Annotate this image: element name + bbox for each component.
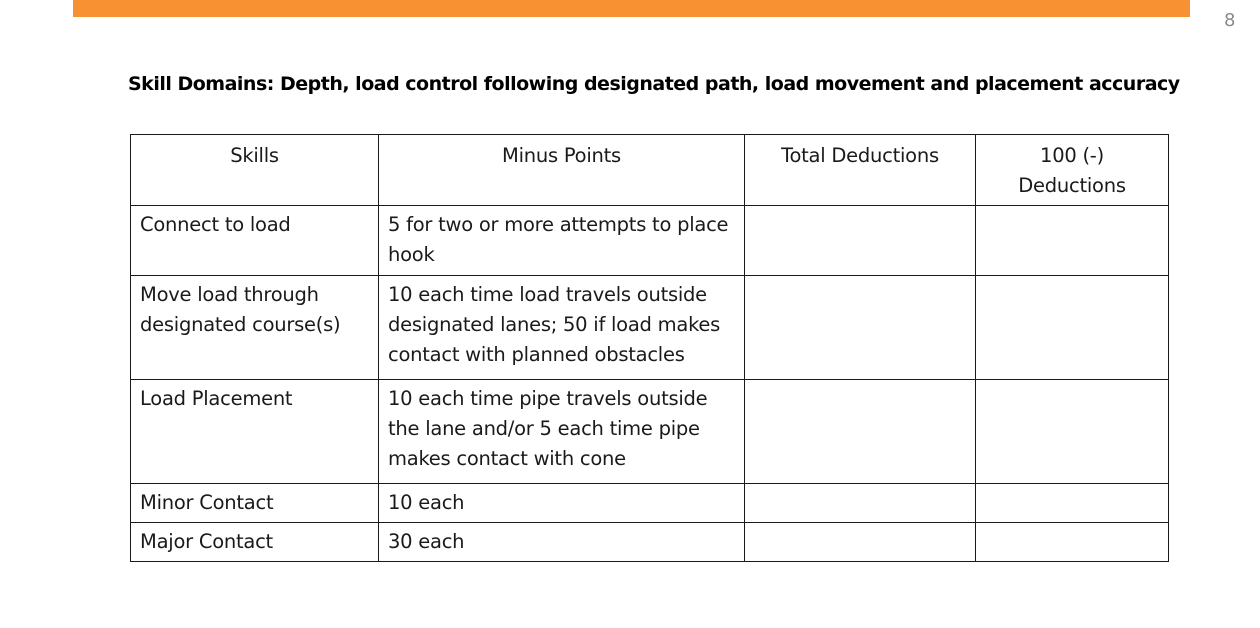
minus-points-cell: 5 for two or more attempts to place hook bbox=[379, 206, 745, 276]
skill-cell: Major Contact bbox=[131, 523, 379, 562]
skill-cell: Connect to load bbox=[131, 206, 379, 276]
total-deductions-cell[interactable] bbox=[745, 276, 976, 380]
page-heading: Skill Domains: Depth, load control following designated path, load movement and placement accuracy bbox=[128, 73, 1180, 95]
total-deductions-cell[interactable] bbox=[745, 206, 976, 276]
header-minus-points: Minus Points bbox=[379, 135, 745, 206]
result-cell[interactable] bbox=[976, 380, 1169, 484]
table-row bbox=[131, 484, 1169, 523]
table-row bbox=[131, 276, 1169, 380]
skill-cell: Move load through designated course(s) bbox=[131, 276, 379, 380]
header-hundred-minus-deductions: 100 (-) Deductions bbox=[976, 135, 1169, 206]
skill-cell: Load Placement bbox=[131, 380, 379, 484]
header-skills: Skills bbox=[131, 135, 379, 206]
minus-points-cell: 10 each bbox=[379, 484, 745, 523]
minus-points-cell: 10 each time load travels outside designated lanes; 50 if load makes contact with planned obstacles bbox=[379, 276, 745, 380]
minus-points-cell: 10 each time pipe travels outside the lane and/or 5 each time pipe makes contact with cone bbox=[379, 380, 745, 484]
header-total-deductions: Total Deductions bbox=[745, 135, 976, 206]
scoring-table bbox=[130, 134, 1169, 562]
minus-points-cell: 30 each bbox=[379, 523, 745, 562]
result-cell[interactable] bbox=[976, 523, 1169, 562]
table-row bbox=[131, 523, 1169, 562]
result-cell[interactable] bbox=[976, 276, 1169, 380]
skill-cell: Minor Contact bbox=[131, 484, 379, 523]
header-accent-bar bbox=[73, 0, 1190, 17]
result-cell[interactable] bbox=[976, 206, 1169, 276]
total-deductions-cell[interactable] bbox=[745, 523, 976, 562]
table-header-row bbox=[131, 135, 1169, 206]
table-row bbox=[131, 380, 1169, 484]
table-row bbox=[131, 206, 1169, 276]
total-deductions-cell[interactable] bbox=[745, 484, 976, 523]
result-cell[interactable] bbox=[976, 484, 1169, 523]
total-deductions-cell[interactable] bbox=[745, 380, 976, 484]
page-number: 8 bbox=[1224, 10, 1236, 31]
